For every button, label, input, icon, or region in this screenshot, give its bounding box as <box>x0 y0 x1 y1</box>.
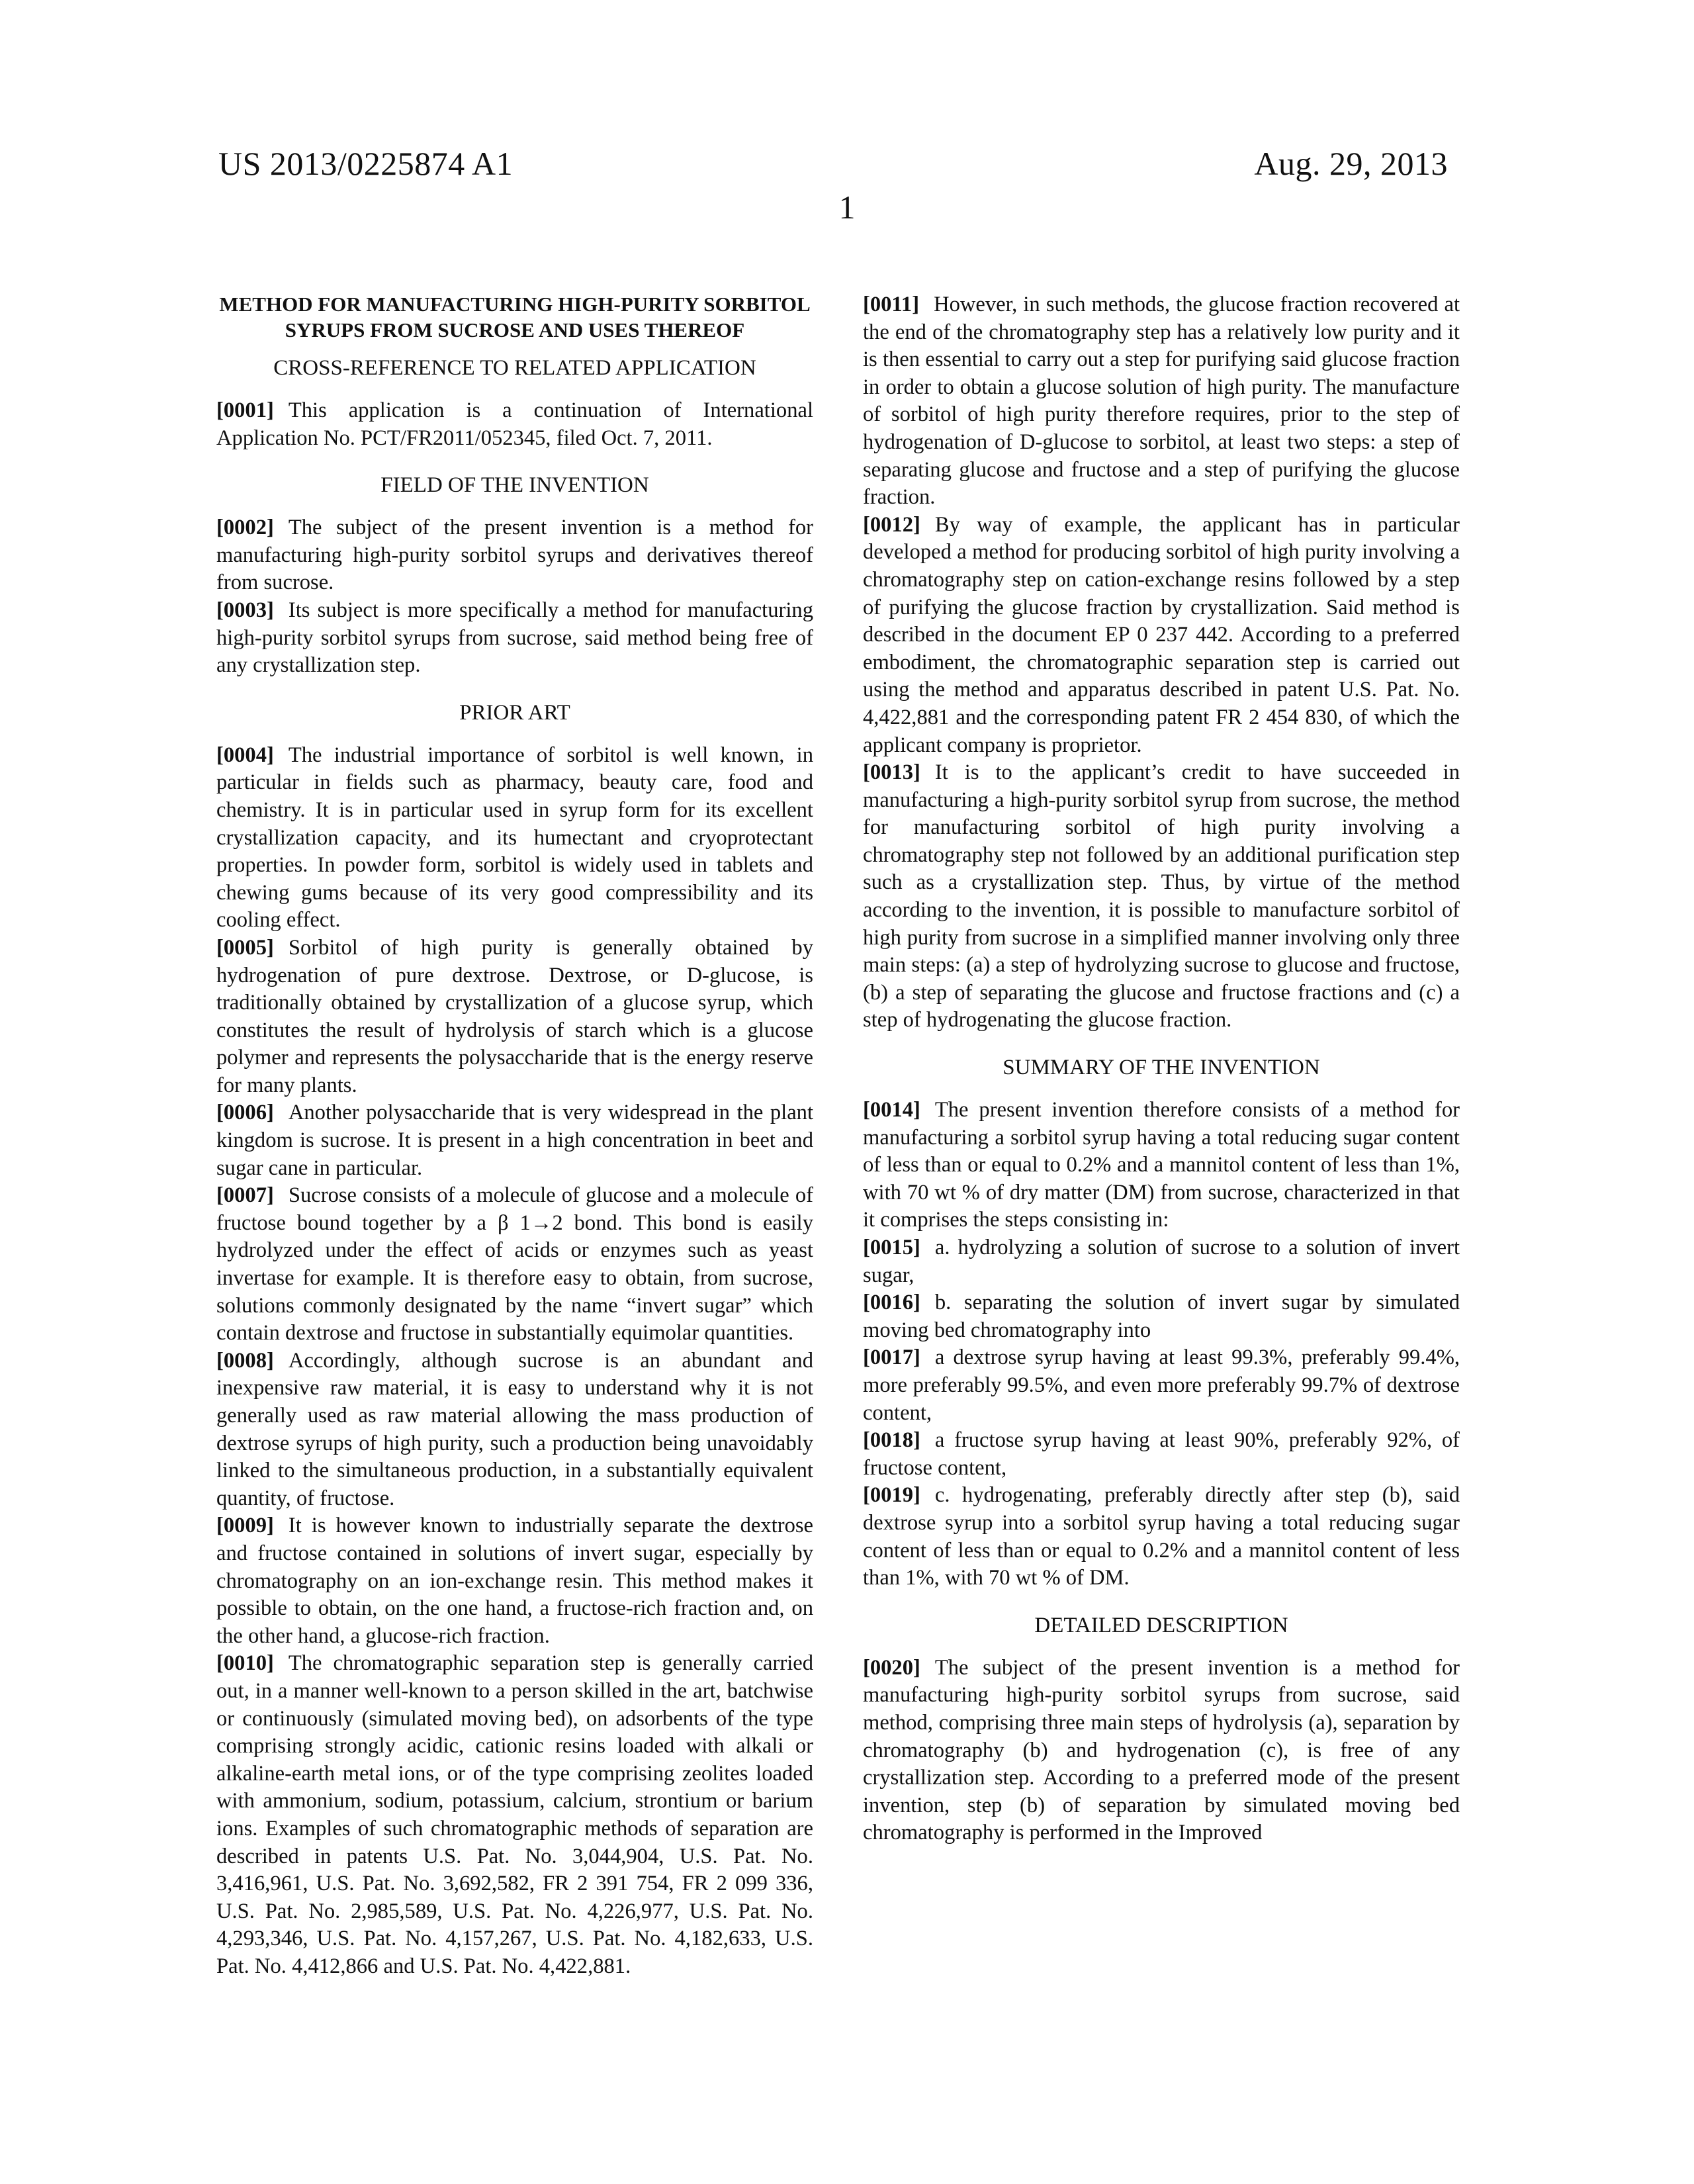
paragraph-text: a. hydrolyzing a solution of sucrose to a solution of invert sugar, <box>863 1236 1460 1287</box>
paragraph-number: [0001] <box>216 398 274 422</box>
paragraph-text: It is to the applicant’s credit to have succeeded in manufacturing a high-purity sorbitol syrup from sucrose, the method for manufacturing sorbitol of high purity involving a chromatography step not followed by an additional purification step such as a crystallization step. Thus, by virtue of the method according to the invention, it is possible to manufacture sorbitol of high purity from sucrose in a simplified manner involving only three main steps: (a) a step of hydrolyzing sucrose to glucose and fructose, (b) a step of separating the glucose and fructose fractions and (c) a step of hydrogenating the glucose fraction. <box>863 760 1460 1032</box>
heading-cross-reference: CROSS-REFERENCE TO RELATED APPLICATION <box>273 356 756 380</box>
heading-field: FIELD OF THE INVENTION <box>380 473 649 498</box>
paragraph-number: [0014] <box>863 1098 920 1122</box>
paragraph-0003 <box>216 597 813 680</box>
paragraph-number: [0011] <box>863 293 920 316</box>
paragraph-number: [0008] <box>216 1348 274 1373</box>
paragraph-number: [0018] <box>863 1428 920 1453</box>
paragraph-0010 <box>216 1650 813 1980</box>
paragraph-text: Another polysaccharide that is very widespread in the plant kingdom is sucrose. It is present in a high concentration in beet and sugar cane in particular. <box>216 1101 813 1180</box>
paragraph-0001 <box>216 397 813 452</box>
paragraph-number: [0016] <box>863 1291 920 1315</box>
document-title: METHOD FOR MANUFACTURING HIGH-PURITY SORBITOL SYRUPS FROM SUCROSE AND USES THEREOF <box>219 293 811 341</box>
paragraph-0020 <box>863 1655 1460 1847</box>
paragraph-number: [0002] <box>216 516 274 540</box>
paragraph-0014 <box>863 1097 1460 1234</box>
paragraph-0004 <box>216 742 813 934</box>
paragraph-0008 <box>216 1347 813 1513</box>
paragraph-number: [0003] <box>216 598 274 622</box>
paragraph-number: [0017] <box>863 1345 920 1370</box>
paragraph-number: [0006] <box>216 1101 274 1125</box>
paragraph-text: The chromatographic separation step is generally carried out, in a manner well-known to a person skilled in the art, batchwise or continuously (simulated moving bed), on adsorbents of the type comprising strongly acidic, cationic resins loaded with alkali or alkaline-earth metal ions, or of the type comprising zeolites loaded with ammonium, sodium, potassium, calcium, strontium or barium ions. Examples of such chromatographic methods of separation are described in patents U.S. Pat. No. 3,044,904, U.S. Pat. No. 3,416,961, U.S. Pat. No. 3,692,582, FR 2 391 754, FR 2 099 336, U.S. Pat. No. 2,985,589, U.S. Pat. No. 4,226,977, U.S. Pat. No. 4,293,346, U.S. Pat. No. 4,157,267, U.S. Pat. No. 4,182,633, U.S. Pat. No. 4,412,866 and U.S. Pat. No. 4,422,881. <box>216 1651 813 1978</box>
paragraph-text: It is however known to industrially separate the dextrose and fructose contained in solutions of invert sugar, especially by chromatography on an ion-exchange resin. This method makes it possible to obtain, on the one hand, a fructose-rich fraction and, on the other hand, a glucose-rich fraction. <box>216 1514 813 1648</box>
paragraph-number: [0010] <box>216 1651 274 1676</box>
paragraph-text: Accordingly, although sucrose is an abundant and inexpensive raw material, it is easy to understand why it is not generally used as raw material allowing the mass production of dextrose syrups of high purity, such a production being unavoidably linked to the simultaneous production, in a substantially equivalent quantity, of fructose. <box>216 1348 813 1510</box>
paragraph-text: This application is a continuation of International Application No. PCT/FR2011/052345, filed Oct. 7, 2011. <box>216 398 813 450</box>
paragraph-text: However, in such methods, the glucose fraction recovered at the end of the chromatography step has a relatively low purity and it is then essential to carry out a step for purifying said glucose fraction in order to obtain a glucose solution of high purity. The manufacture of sorbitol of high purity therefore requires, prior to the step of hydrogenation of D-glucose to sorbitol, at least two steps: a step of separating glucose and fructose and a step of purifying the glucose fraction. <box>863 293 1460 510</box>
paragraph-0019 <box>863 1482 1460 1592</box>
paragraph-text: b. separating the solution of invert sugar by simulated moving bed chromatography into <box>863 1291 1460 1342</box>
paragraph-number: [0009] <box>216 1514 274 1538</box>
paragraph-0011 <box>863 291 1460 512</box>
paragraph-text: The subject of the present invention is a method for manufacturing high-purity sorbitol syrups from sucrose, said method, comprising three main steps of hydrolysis (a), separation by chromatography (b) and hydrogenation (c), is free of any crystallization step. According to a preferred mode of the present invention, step (b) of separation by simulated moving bed chromatography is performed in the Improved <box>863 1655 1460 1845</box>
paragraph-number: [0013] <box>863 760 920 785</box>
paragraph-number: [0015] <box>863 1236 920 1259</box>
paragraph-0009 <box>216 1512 813 1650</box>
paragraph-number: [0007] <box>216 1183 274 1208</box>
paragraph-text: The present invention therefore consists of a method for manufacturing a sorbitol syrup having a total reducing sugar content of less than or equal to 0.2% and a mannitol content of less than 1%, with 70 wt % of dry matter (DM) from sucrose, characterized in that it comprises the steps consisting in: <box>863 1098 1460 1232</box>
paragraph-text: The industrial importance of sorbitol is well known, in particular in fields such as pharmacy, beauty care, food and chemistry. It is in particular used in syrup form for its excellent crystallization capacity, and its humectant and cryoprotectant properties. In powder form, sorbitol is widely used in tablets and chewing gums because of its very good compressibility and its cooling effect. <box>216 743 813 933</box>
paragraph-0007 <box>216 1182 813 1347</box>
page-number: 1 <box>838 189 856 226</box>
right-column <box>863 291 1460 1847</box>
heading-summary: SUMMARY OF THE INVENTION <box>1003 1056 1320 1080</box>
paragraph-0017 <box>863 1344 1460 1427</box>
paragraph-number: [0019] <box>863 1483 920 1508</box>
paragraph-number: [0005] <box>216 935 274 960</box>
paragraph-text: By way of example, the applicant has in particular developed a method for producing sorbitol of high purity involving a chromatography step on cation-exchange resins followed by a step of purifying the glucose fraction by crystallization. Said method is described in the document EP 0 237 442. According to a preferred embodiment, the chromatographic separation step is carried out using the method and apparatus described in patent U.S. Pat. No. 4,422,881 and the corresponding patent FR 2 454 830, of which the applicant company is proprietor. <box>863 512 1460 757</box>
paragraph-number: [0004] <box>216 743 274 767</box>
paragraph-text: Sorbitol of high purity is generally obtained by hydrogenation of pure dextrose. Dextrose, or D-glucose, is traditionally obtained by crystallization of a glucose syrup, which constitutes the result of hydrolysis of starch which is a glucose polymer and represents the polysaccharide that is the energy reserve for many plants. <box>216 935 813 1097</box>
paragraph-text: a fructose syrup having at least 90%, preferably 92%, of fructose content, <box>863 1428 1460 1480</box>
paragraph-0006 <box>216 1099 813 1182</box>
heading-detailed-description: DETAILED DESCRIPTION <box>1034 1613 1288 1637</box>
paragraph-text: Sucrose consists of a molecule of glucose and a molecule of fructose bound together by a β 1→2 bond. This bond is easily hydrolyzed under the effect of acids or enzymes such as yeast invertase for example. It is therefore easy to obtain, from sucrose, solutions commonly designated by the name “invert sugar” which contain dextrose and fructose in substantially equimolar quantities. <box>216 1183 813 1345</box>
paragraph-text: The subject of the present invention is a method for manufacturing high-purity sorbitol syrups and derivatives thereof from sucrose. <box>216 516 813 595</box>
paragraph-0012 <box>863 512 1460 759</box>
paragraph-0018 <box>863 1427 1460 1482</box>
paragraph-0002 <box>216 514 813 597</box>
paragraph-0015 <box>863 1234 1460 1289</box>
publication-number: US 2013/0225874 A1 <box>218 145 513 182</box>
heading-prior-art: PRIOR ART <box>459 700 570 725</box>
paragraph-0013 <box>863 759 1460 1034</box>
paragraph-text: a dextrose syrup having at least 99.3%, preferably 99.4%, more preferably 99.5%, and even more preferably 99.7% of dextrose content, <box>863 1345 1460 1425</box>
paragraph-text: Its subject is more specifically a method for manufacturing high-purity sorbitol syrups from sucrose, said method being free of any crystallization step. <box>216 598 813 678</box>
paragraph-0016 <box>863 1289 1460 1344</box>
paragraph-number: [0020] <box>863 1655 920 1680</box>
left-column <box>216 291 813 1980</box>
paragraph-text: c. hydrogenating, preferably directly after step (b), said dextrose syrup into a sorbitol syrup having a total reducing sugar content of less than or equal to 0.2% and a mannitol content of less than 1%, with 70 wt % of DM. <box>863 1483 1460 1590</box>
paragraph-number: [0012] <box>863 512 920 537</box>
paragraph-0005 <box>216 934 813 1100</box>
publication-date: Aug. 29, 2013 <box>1254 145 1448 182</box>
